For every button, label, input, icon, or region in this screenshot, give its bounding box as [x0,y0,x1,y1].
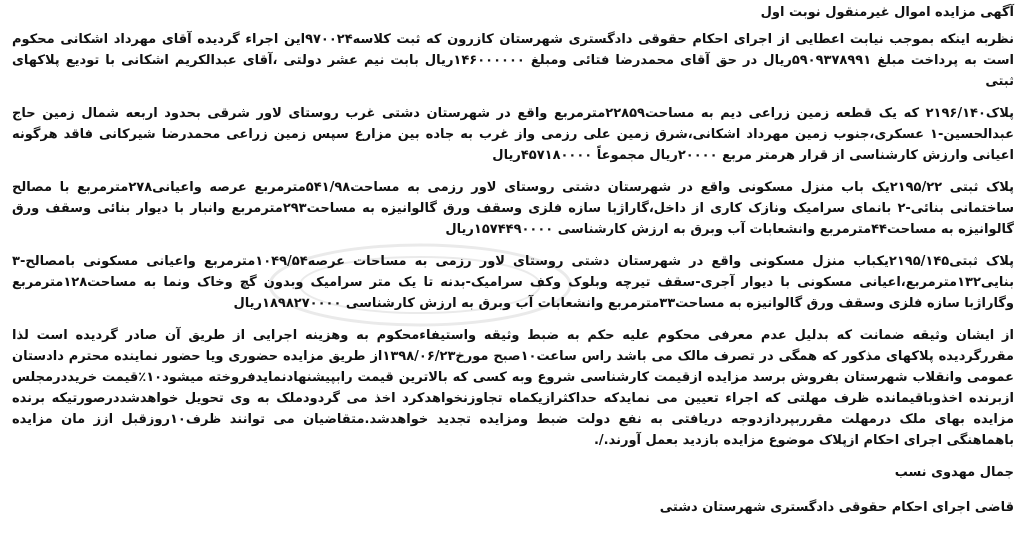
intro-paragraph: نظربه اینکه بموجب نیابت اعطایی از اجرای احکام حقوقی دادگستری شهرستان کازرون که ثبت کلاسه۹۷۰۰۲۴این اجراء گردیده آقای مهرداد اشکانی محکوم است به پرداخت مبلغ ۵۹۰۹۳۷۸۹۹۱ریال در حق آقای محمدرضا فتائی ومبلغ ۱۴۶۰۰۰۰۰۰ریال بابت نیم عشر دولتی ،آقای عبدالکریم اشکانی با تودیع پلاکهای ثبتی [12,32,1014,89]
signer-title: قاضی اجرای احکام حقوقی دادگستری شهرستان دشتی [659,500,1014,515]
signer-name: جمال مهدوی نسب [894,465,1014,480]
property-item-2: پلاک ثبتی ۲۱۹۵/۲۲یک باب منزل مسکونی واقع در شهرستان دشتی روستای لاور رزمی به مساحت۵۴۱/۹۸مترمربع عرصه واعیانی۲۷۸مترمربع با مصالح ساختمانی بنائی-۲ بانمای سرامیک ونازک کاری از داخل،گاراژبا سازه فلزی وسقف ورق گالوانیزه به مساحت۲۹۳مترمربع وانبار با دیوار بنائی وسقف ورق گالوانیزه به مساحت۴۴مترمربع وانشعابات آب وبرق به ارزش کارشناسی ۱۵۷۴۴۹۰۰۰۰ریال [12,180,1015,237]
notice-title: آگهی مزایده اموال غیرمنقول نوبت اول [760,5,1014,20]
auction-conditions: از ایشان وثیقه ضمانت که بدلیل عدم معرفی محکوم علیه حکم به ضبط وثیقه واستیفاءمحکوم به وهزینه اجرایی از طریق آن صادر گردیده است لذا مقررگردیده پلاکهای مذکور که همگی در تصرف مالک می باشد راس ساعت۱۰صبح مورخ۱۳۹۸/۰۶/۲۳از طریق مزایده حضوری ویا حضور نماینده محترم دادستان عمومی وانقلاب شهرستان بفروش برسد مزایده ازقیمت کارشناسی شروع وبه کسی که بالاترین قیمت رابپیشنهادنمایدفروخته میشود۱۰٪قیمت خریددرمجلس ازبرنده اخذوباقیمانده ظرف مهلتی که اجراء تعیین می نمایدکه حداکثرازیکماه تجاوزنخواهدکرد اخذ می گردودملک به وی تحویل خواهدشددرصورتیکه برنده مزایده بهای ملک درمهلت مقرربپردازدوجه دریافتی به نفع دولت ضبط ومزایده تجدید خواهدشد.متقاضیان می توانند ظرف۱۰روزقبل ازز مان مزایده باهماهنگی اجرای احکام ازپلاک موضوع مزایده بازدید بعمل آورند./. [12,328,1014,448]
property-item-1: پلاک۲۱۹۶/۱۴۰ که یک قطعه زمین زراعی دیم به مساحت۲۲۸۵۹مترمربع واقع در شهرستان دشتی غرب روستای لاور شرقی بحدود اربعه شمال زمین حاج عبدالحسین-۱ عسکری،جنوب زمین مهرداد اشکانی،شرق زمین علی رزمی واز غرب به جاده بین مزارع سپس زمین زراعی محمدرضا شیرکانی فاقد هرگونه اعیانی وارزش کارشناسی از قرار هرمتر مربع ۲۰۰۰۰ریال مجموعاً ۴۵۷۱۸۰۰۰۰ریال [12,106,1014,163]
notice-document [12,2,1014,541]
property-item-3: پلاک ثبتی۲۱۹۵/۱۴۵یکباب منزل مسکونی واقع در شهرستان دشتی روستای لاور رزمی به مساحات عرصه۱۰۴۹/۵۴مترمربع واعیانی مسکونی بامصالح-۳ بنایی۱۳۲مترمربع،اعیانی مسکونی با دیوار آجری-سقف تیرچه وبلوک وکف سرامیک-بدنه تا یک متر سرامیک وبدون گچ وخاک ونما به مساحت۱۲۸مترمربع وگاراژبا سازه فلزی وسقف ورق گالوانیزه به مساحت۳۳مترمربع وانشعابات آب وبرق به ارزش کارشناسی ۱۸۹۸۲۷۰۰۰۰ریال [12,254,1014,311]
